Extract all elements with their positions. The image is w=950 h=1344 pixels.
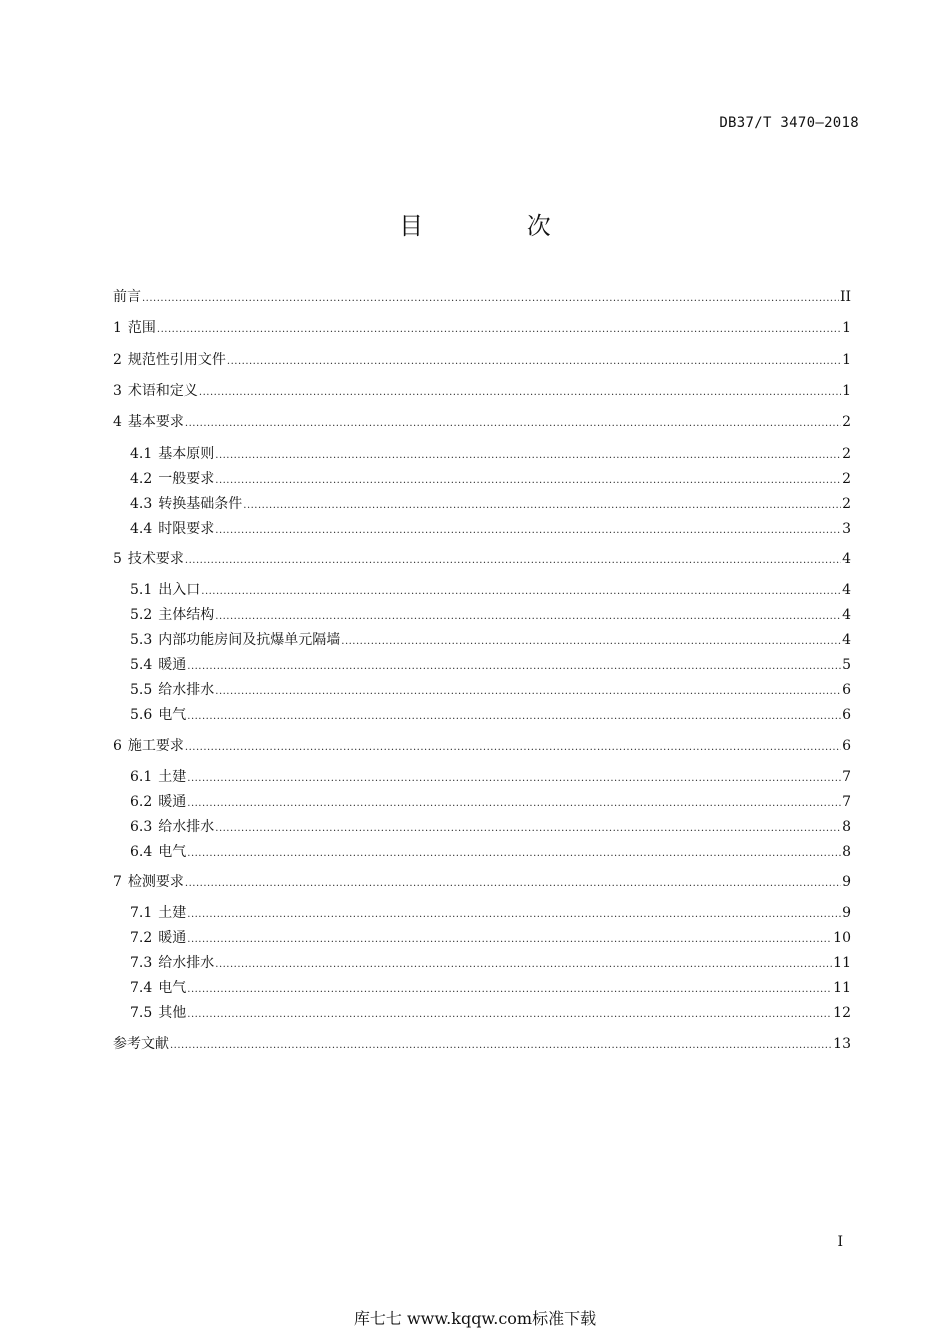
toc-entry-title: 给水排水 (158, 819, 215, 835)
toc-entry-title: 术语和定义 (127, 383, 198, 399)
toc-entry-label (130, 903, 186, 923)
toc-entry-page: 4 (842, 632, 851, 648)
toc-entry-label (113, 381, 198, 401)
toc-dot-leader (215, 446, 841, 466)
toc-dot-leader (341, 632, 841, 652)
toc-entry-label (130, 953, 214, 973)
toc-entry-label (113, 736, 184, 756)
toc-entry[interactable] (130, 953, 851, 973)
toc-entry[interactable] (130, 519, 851, 539)
toc-dot-leader (187, 769, 841, 789)
toc-entry[interactable] (113, 287, 851, 307)
toc-entry-number: 6.4 (130, 844, 153, 860)
toc-dot-leader (215, 471, 841, 491)
toc-entry-number: 4 (113, 414, 122, 430)
toc-entry-label (130, 978, 186, 998)
toc-entry-page: 4 (842, 582, 851, 598)
toc-entry-number: 6 (113, 738, 122, 754)
toc-dot-leader (185, 738, 841, 758)
toc-dot-leader (243, 496, 841, 516)
toc-entry-title: 基本原则 (158, 446, 215, 462)
toc-entry[interactable] (130, 978, 851, 998)
toc-entry-label (113, 549, 184, 569)
toc-entry-page: 6 (842, 707, 851, 723)
toc-entry-number: 6.1 (130, 769, 153, 785)
toc-entry-number: 5.4 (130, 657, 153, 673)
toc-entry[interactable] (130, 655, 851, 675)
toc-entry-number: 7.4 (130, 980, 153, 996)
toc-entry-page: 3 (842, 521, 851, 537)
toc-entry-label (130, 767, 186, 787)
toc-entry-title: 出入口 (158, 582, 201, 598)
toc-entry-label (130, 680, 214, 700)
toc-entry-title: 基本要求 (127, 414, 184, 430)
toc-entry-page: 1 (842, 320, 851, 336)
toc-entry-label (130, 605, 214, 625)
toc-entry[interactable] (130, 1003, 851, 1023)
toc-dot-leader (215, 607, 841, 627)
toc-entry-title: 暖通 (158, 657, 187, 673)
toc-entry-number: 7 (113, 874, 122, 890)
toc-entry-page: 7 (842, 769, 851, 785)
toc-entry[interactable] (113, 381, 851, 401)
toc-entry-title: 给水排水 (158, 955, 215, 971)
toc-entry-label (130, 842, 186, 862)
toc-entry-label (130, 655, 186, 675)
footer-watermark: 库七七 www.kqqw.com标准下载 (353, 1309, 597, 1328)
toc-dot-leader (187, 1005, 832, 1025)
toc-entry-page: 2 (842, 496, 851, 512)
toc-entry-title: 给水排水 (158, 682, 215, 698)
toc-entry-title: 时限要求 (158, 521, 215, 537)
toc-entry-page: 13 (833, 1036, 851, 1052)
toc-entry-page: 2 (842, 414, 851, 430)
toc-entry-page: 8 (842, 844, 851, 860)
toc-entry-number: 3 (113, 383, 122, 399)
toc-dot-leader (185, 551, 841, 571)
toc-entry-page: 7 (842, 794, 851, 810)
toc-entry[interactable] (130, 630, 851, 650)
toc-entry[interactable] (130, 928, 851, 948)
toc-dot-leader (187, 844, 841, 864)
toc-dot-leader (215, 682, 841, 702)
toc-entry-number: 2 (113, 352, 122, 368)
toc-entry-number: 6.3 (130, 819, 153, 835)
toc-entry[interactable] (113, 350, 851, 370)
toc-entry-label (130, 630, 340, 650)
toc-entry-number: 5.6 (130, 707, 153, 723)
toc-entry-title: 电气 (158, 844, 187, 860)
toc-entry[interactable] (130, 605, 851, 625)
toc-entry-number: 4.1 (130, 446, 153, 462)
toc-dot-leader (215, 955, 832, 975)
toc-entry-number: 7.5 (130, 1005, 153, 1021)
toc-dot-leader (187, 794, 841, 814)
toc-dot-leader (201, 582, 841, 602)
toc-entry-label (130, 580, 200, 600)
toc-entry-number: 5 (113, 551, 122, 567)
toc-entry-number: 5.1 (130, 582, 153, 598)
toc-entry-label (113, 287, 141, 307)
toc-entry-page: 10 (833, 930, 851, 946)
toc-dot-leader (199, 383, 841, 403)
toc-entry-page: 4 (842, 551, 851, 567)
toc-entry-number: 5.3 (130, 632, 153, 648)
toc-entry[interactable] (130, 705, 851, 725)
toc-entry-title: 暖通 (158, 794, 187, 810)
toc-entry-page: 2 (842, 471, 851, 487)
toc-entry-label (113, 872, 184, 892)
toc-entry[interactable] (130, 792, 851, 812)
toc-dot-leader (187, 930, 832, 950)
toc-entry-number: 7.1 (130, 905, 153, 921)
toc-entry-number: 4.3 (130, 496, 153, 512)
toc-entry-title: 检测要求 (127, 874, 184, 890)
toc-entry-title: 暖通 (158, 930, 187, 946)
toc-entry-page: 6 (842, 682, 851, 698)
toc-entry-label (113, 1034, 169, 1054)
toc-entry-title: 主体结构 (158, 607, 215, 623)
toc-entry-page: 5 (842, 657, 851, 673)
page-number: I (837, 1234, 843, 1250)
toc-entry-label (130, 817, 214, 837)
toc-entry[interactable] (113, 412, 851, 432)
toc-entry-label (130, 928, 186, 948)
toc-entry[interactable] (130, 469, 851, 489)
toc-entry-title: 规范性引用文件 (127, 352, 226, 368)
toc-entry-title: 施工要求 (127, 738, 184, 754)
toc-entry-number: 7.2 (130, 930, 153, 946)
toc-dot-leader (157, 320, 841, 340)
toc-entry-title: 内部功能房间及抗爆单元隔墙 (158, 632, 341, 648)
toc-entry-page: 4 (842, 607, 851, 623)
toc-entry-page: 8 (842, 819, 851, 835)
toc-entry[interactable] (130, 842, 851, 862)
toc-entry-number: 4.2 (130, 471, 153, 487)
toc-dot-leader (187, 905, 841, 925)
toc-dot-leader (227, 352, 841, 372)
toc-entry-title: 范围 (127, 320, 156, 336)
toc-dot-leader (170, 1036, 832, 1056)
toc-entry-label (130, 494, 242, 514)
toc-entry-title: 技术要求 (127, 551, 184, 567)
toc-entry[interactable] (130, 580, 851, 600)
toc-entry-label (130, 705, 186, 725)
toc-entry[interactable] (113, 872, 851, 892)
toc-entry[interactable] (130, 903, 851, 923)
toc-dot-leader (187, 657, 841, 677)
toc-entry[interactable] (113, 736, 851, 756)
toc-entry-title: 其他 (158, 1005, 187, 1021)
toc-entry[interactable] (130, 817, 851, 837)
toc-dot-leader (187, 707, 841, 727)
toc-entry[interactable] (130, 444, 851, 464)
toc-entry-title: 土建 (158, 769, 187, 785)
toc-dot-leader (215, 521, 841, 541)
toc-entry[interactable] (130, 767, 851, 787)
toc-entry-title: 转换基础条件 (158, 496, 243, 512)
toc-entry-page: 12 (833, 1005, 851, 1021)
toc-entry-title: 电气 (158, 707, 187, 723)
toc-entry-number: 6.2 (130, 794, 153, 810)
toc-entry-label (130, 1003, 186, 1023)
toc-entry-page: 2 (842, 446, 851, 462)
toc-entry-title: 电气 (158, 980, 187, 996)
toc-entry-page: 1 (842, 383, 851, 399)
toc-entry[interactable] (130, 680, 851, 700)
toc-entry-page: 11 (833, 955, 851, 971)
toc-entry-page: 9 (842, 905, 851, 921)
toc-entry-label (113, 318, 156, 338)
toc-entry[interactable] (113, 1034, 851, 1054)
toc-entry-title: 前言 (113, 289, 141, 305)
toc-entry-label (113, 412, 184, 432)
toc-entry-page: 11 (833, 980, 851, 996)
toc-entry-page: II (839, 289, 851, 305)
toc-dot-leader (187, 980, 832, 1000)
toc-entry-label (130, 469, 214, 489)
toc-entry-page: 9 (842, 874, 851, 890)
toc-entry-label (113, 350, 226, 370)
toc-entry[interactable] (113, 549, 851, 569)
toc-entry-number: 7.3 (130, 955, 153, 971)
toc-entry-number: 4.4 (130, 521, 153, 537)
toc-entry[interactable] (130, 494, 851, 514)
toc-entry-number: 5.5 (130, 682, 153, 698)
toc-dot-leader (185, 874, 841, 894)
toc-entry-number: 1 (113, 320, 122, 336)
toc-entry-label (130, 519, 214, 539)
document-code: DB37/T 3470—2018 (719, 115, 859, 131)
toc-entry[interactable] (113, 318, 851, 338)
toc-entry-label (130, 792, 186, 812)
toc-entry-title: 一般要求 (158, 471, 215, 487)
toc-dot-leader (185, 414, 841, 434)
toc-dot-leader (142, 289, 839, 309)
toc-entry-title: 土建 (158, 905, 187, 921)
toc-entry-label (130, 444, 214, 464)
toc-entry-page: 1 (842, 352, 851, 368)
toc-entry-page: 6 (842, 738, 851, 754)
toc-dot-leader (215, 819, 841, 839)
toc-entry-number: 5.2 (130, 607, 153, 623)
toc-entry-title: 参考文献 (113, 1036, 169, 1052)
page-title: 目 次 (399, 212, 599, 240)
